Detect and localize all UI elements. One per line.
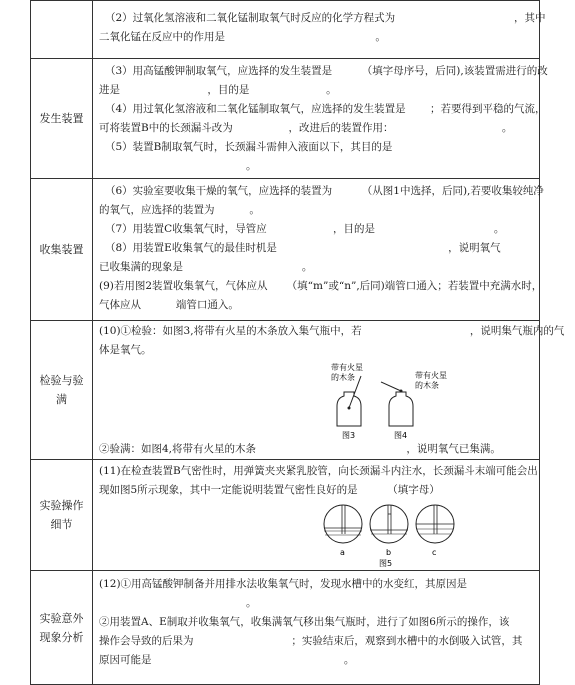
- funnel-tube-b-icon: [370, 505, 408, 543]
- fig5-label-a: a: [340, 548, 345, 557]
- label-line: 细节: [50, 518, 73, 531]
- row-content: [93, 571, 544, 685]
- question-line: 。: [99, 597, 257, 609]
- row-generation-apparatus: [31, 59, 540, 179]
- question-line: 。: [99, 160, 257, 172]
- row-label-empty: [31, 1, 93, 59]
- question-line: 的氧气，应选择的装置为 。: [99, 204, 260, 216]
- label-line: 实验意外: [39, 611, 84, 625]
- row-content: [93, 179, 544, 321]
- question-line: 气体应从 端管口通入。: [99, 299, 239, 311]
- question-line: 已收集满的现象是 。: [99, 261, 313, 273]
- label-line: 满: [56, 393, 67, 406]
- question-line: (11)在检查装置B气密性时，用弹簧夹夹紧乳胶管，向长颈漏斗内注水，长颈漏斗末端可能会出: [99, 465, 538, 477]
- row-content: [93, 1, 546, 59]
- row-label-test: [31, 321, 93, 460]
- row-label-collection: 收集装置: [31, 179, 93, 321]
- question-line: 二氧化锰在反应中的作用是 。: [99, 31, 386, 43]
- question-line: （6）实验室要收集干燥的氧气，应选择的装置为 （从图1中选择，后同),若要收集较纯净: [105, 185, 544, 197]
- fig5-label-c: c: [432, 548, 437, 557]
- row-reaction-equation: [31, 1, 540, 59]
- worksheet-table: [30, 0, 565, 685]
- funnel-tube-a-icon: [324, 505, 362, 543]
- question-line: 现如图5所示现象，其中一定能说明装置气密性良好的是 （填字母）: [99, 484, 440, 496]
- row-unexpected-phenomena: [31, 571, 540, 685]
- row-test-and-full-check: [31, 321, 540, 460]
- row-label-unexpected: [31, 571, 93, 685]
- fig3-label-line2: 的木条: [331, 373, 355, 382]
- fig3-caption: 图3: [342, 431, 356, 440]
- question-line: （3）用高锰酸钾制取氧气，应选择的发生装置是 （填字母序号，后同),该装置需进行的改: [105, 65, 548, 77]
- fig3-label-line1: 带有火星: [331, 363, 363, 372]
- question-line: (12)①用高锰酸钾制备并用排水法收集氧气时，发现水槽中的水变红，其原因是: [99, 578, 544, 590]
- question-line: （2）过氧化氢溶液和二氧化锰制取氧气时反应的化学方程式为 ，其中: [105, 12, 546, 24]
- row-content: [93, 321, 565, 460]
- funnel-tube-c-icon: [416, 505, 454, 543]
- question-line: 操作会导致的后果为 ；实验结束后，观察到水槽中的水倒吸入试管，其: [99, 635, 523, 647]
- figure-3-4-drawing: [99, 360, 546, 440]
- fig4-label-line2: 的木条: [415, 381, 439, 390]
- row-content: [93, 460, 540, 571]
- row-label-operation: [31, 460, 93, 571]
- question-line: 原因可能是 。: [99, 654, 355, 666]
- question-line: （7）用装置C收集氧气时，导管应 ，目的是 。: [105, 223, 505, 235]
- label-line: 现象分析: [39, 630, 84, 644]
- fig4-label-line1: 带有火星: [415, 371, 447, 380]
- label-line: 实验操作: [39, 499, 84, 512]
- row-collection-apparatus: [31, 179, 540, 321]
- figure-5: [99, 500, 533, 568]
- row-operation-details: [31, 460, 540, 571]
- figure-5-drawing: [99, 500, 546, 568]
- question-line: (10)①检验：如图3,将带有火星的木条放入集气瓶中，若 ，说明集气瓶内的气: [99, 325, 565, 337]
- question-line: ②验满：如图4,将带有火星的木条 ，说明氧气已集满。: [99, 443, 501, 455]
- question-line: （4）用过氧化氢溶液和二氧化锰制取氧气，应选择的发生装置是 ；若要得到平稳的气流，: [105, 103, 546, 115]
- row-content: [93, 59, 548, 179]
- question-line: 进是 ，目的是 。: [99, 84, 337, 96]
- fig4-caption: 图4: [394, 431, 408, 440]
- question-line: ②用装置A、E制取并收集氧气，收集满氧气移出集气瓶时，进行了如图6所示的操作，该: [99, 616, 510, 628]
- question-line: 可将装置B中的长颈漏斗改为 ，改进后的装置作用： 。: [99, 122, 513, 134]
- fig5-label-b: b: [386, 548, 392, 557]
- question-line: （8）用装置E收集氧气的最佳时机是 ，说明氧气: [105, 242, 501, 254]
- question-line: (9)若用图2装置收集氧气，气体应从 （填“m”或“n”,后同)端管口通入；若装置中充满水时，: [99, 280, 543, 292]
- question-line: （5）装置B制取氧气时，长颈漏斗需伸入液面以下，其目的是: [105, 141, 522, 153]
- figure-3-4: [99, 360, 533, 440]
- question-line: 体是氧气。: [99, 344, 152, 356]
- gas-bottle-icon: [337, 376, 361, 426]
- gas-bottle-icon: [381, 382, 413, 426]
- fig5-caption: 图5: [379, 559, 393, 568]
- row-label-generation: 发生装置: [31, 59, 93, 179]
- label-line: 检验与验: [39, 374, 84, 387]
